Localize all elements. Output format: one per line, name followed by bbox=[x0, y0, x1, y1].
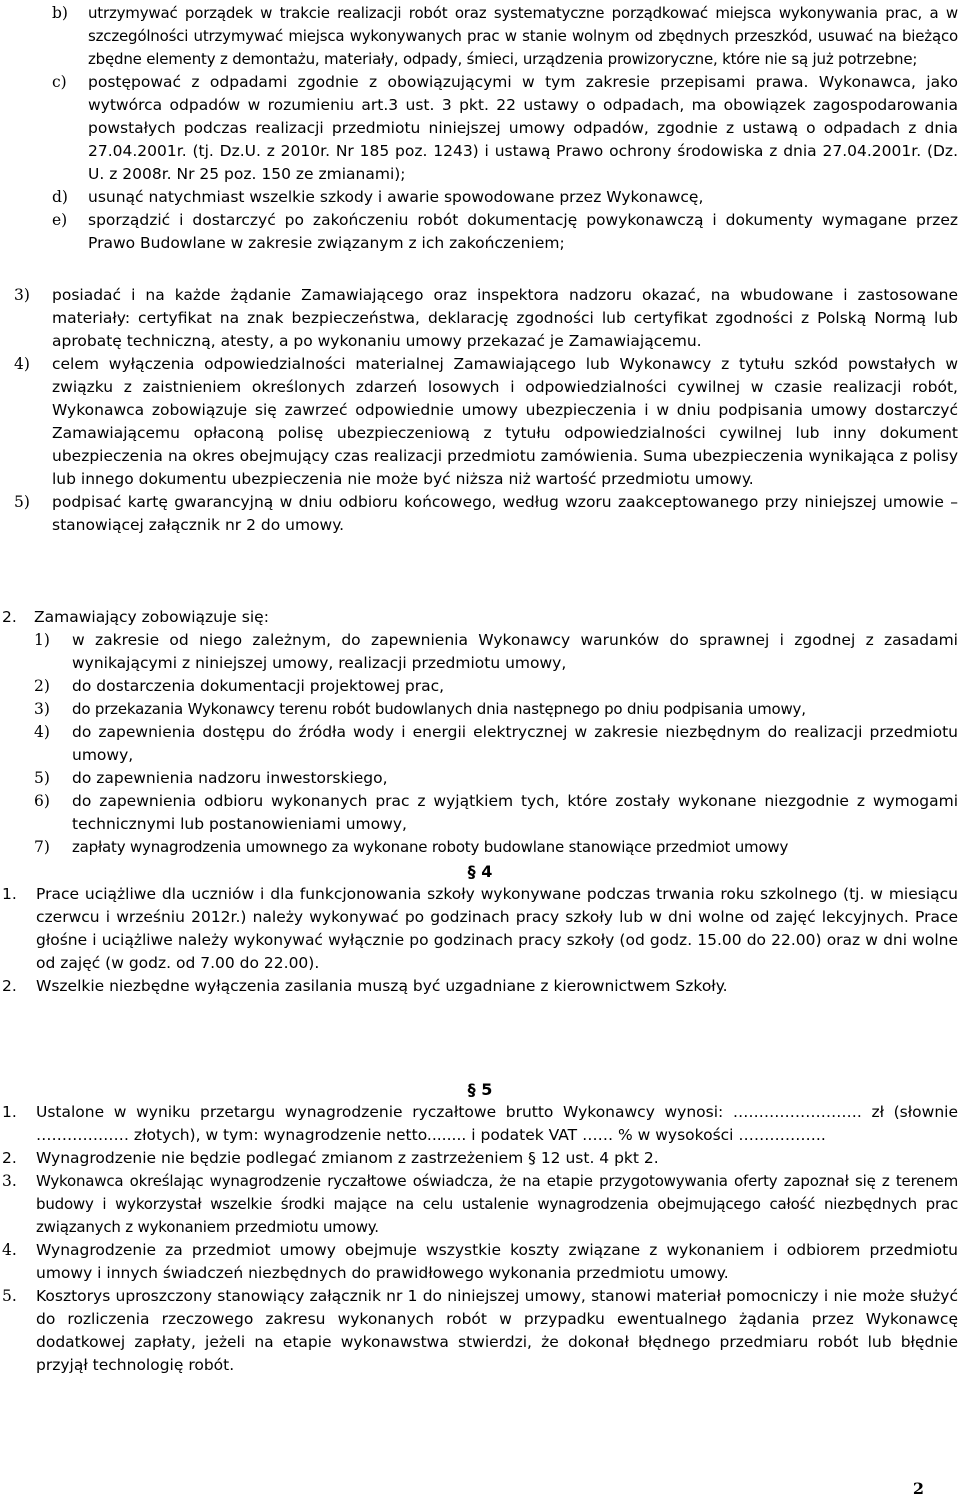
list-item-2-3 bbox=[0, 698, 960, 721]
list-marker: b) bbox=[52, 4, 68, 22]
list-marker: 4) bbox=[34, 723, 50, 741]
list-text: utrzymywać porządek w trakcie realizacji robót oraz systematyczne porządkować miejsca wykonywania prac, a w szczególności utrzymywać miejsca wykonywanych prac w stanie wolnym od zbędnych przeszkód, usuwać na bieżąco zbędne elementy z demontażu, materiały, odpady, śmieci, urządzenia prowizoryczne, które nie są już potrzebne; bbox=[88, 4, 958, 68]
list-item-4-2 bbox=[0, 975, 960, 998]
list-text: podpisać kartę gwarancyjną w dniu odbioru końcowego, według wzoru zaakceptowanego przy niniejszej umowie – stanowiącej załącznik nr 2 do umowy. bbox=[52, 493, 958, 534]
list-marker: 4. bbox=[2, 1241, 17, 1259]
page-number: 2 bbox=[912, 1479, 924, 1498]
list-marker: 7) bbox=[34, 838, 50, 856]
list-text: Kosztorys uproszczony stanowiący załącznik nr 1 do niniejszej umowy, stanowi materiał pomocniczy i nie może służyć do rozliczenia rzeczowego zakresu wykonanych robót w przypadku ewentualnego żądania przez Wykonawcę dodatkowej zapłaty, jeżeli na etapie wykonawstwa stwierdzi, że dokonał błędnego przedmiaru robót lub błędnie przyjął technologię robót. bbox=[36, 1287, 958, 1374]
list-item-2-6 bbox=[0, 790, 960, 836]
list-text: do dostarczenia dokumentacji projektowej prac, bbox=[72, 677, 445, 695]
list-marker: c) bbox=[52, 73, 67, 91]
list-text: Ustalone w wyniku przetargu wynagrodzenie ryczałtowe brutto Wykonawcy wynosi: ……………………. zł (słownie ……………… złotych), w tym: wynagrodzenie netto........ i podatek VAT …… % w wysokości …………….. bbox=[36, 1103, 958, 1144]
list-item-2-4 bbox=[0, 721, 960, 767]
list-text: do zapewnienia nadzoru inwestorskiego, bbox=[72, 769, 388, 787]
section-4 bbox=[0, 860, 960, 998]
list-text: Wszelkie niezbędne wyłączenia zasilania muszą być uzgadniane z kierownictwem Szkoły. bbox=[36, 977, 728, 995]
list-text: usunąć natychmiast wszelkie szkody i awarie spowodowane przez Wykonawcę, bbox=[88, 188, 704, 206]
list-marker: d) bbox=[52, 188, 68, 206]
list-item-5-4 bbox=[0, 1239, 960, 1285]
section-5 bbox=[0, 1078, 960, 1377]
list-item-5-5 bbox=[0, 1285, 960, 1377]
list-item-c bbox=[0, 71, 960, 186]
list-item-5 bbox=[0, 491, 960, 537]
list-item-5-1 bbox=[0, 1101, 960, 1147]
section-2 bbox=[0, 606, 960, 859]
list-marker: 5) bbox=[34, 769, 50, 787]
section-2-intro bbox=[0, 606, 960, 629]
list-text: postępować z odpadami zgodnie z obowiązującymi w tym zakresie przepisami prawa. Wykonawca, jako wytwórca odpadów w rozumieniu art.3 ust. 3 pkt. 22 ustawy o odpadach, ma obowiązek zagospodarowania powstałych podczas realizacji przedmiotu niniejszej umowy odpadów, zgodnie z ustawą o odpadach z dnia 27.04.2001r. (tj. Dz.U. z 2010r. Nr 185 poz. 1243) i ustawą Prawo ochrony środowiska z dnia 27.04.2001r. (Dz. U. z 2008r. Nr 25 poz. 150 ze zmianami); bbox=[88, 73, 958, 183]
section-2-intro-text: Zamawiający zobowiązuje się: bbox=[34, 608, 269, 626]
list-item-3 bbox=[0, 284, 960, 353]
list-marker: 5) bbox=[14, 493, 30, 511]
list-marker: 2. bbox=[2, 977, 17, 995]
list-marker: 2. bbox=[2, 608, 17, 626]
list-text: Wykonawca określając wynagrodzenie ryczałtowe oświadcza, że na etapie przygotowywania oferty zapoznał się z terenem budowy i wykorzystał wszelkie środki mające na celu ustalenie wynagrodzenia obejmującego całość niezbędnych prac związanych z wykonaniem przedmiotu umowy. bbox=[36, 1172, 958, 1236]
list-marker: 3) bbox=[34, 700, 50, 718]
list-marker: 6) bbox=[34, 792, 50, 810]
list-item-2-5 bbox=[0, 767, 960, 790]
list-text: Wynagrodzenie za przedmiot umowy obejmuje wszystkie koszty związane z wykonaniem i odbiorem przedmiotu umowy i innych świadczeń niezbędnych do prawidłowego wykonania przedmiotu umowy. bbox=[36, 1241, 958, 1282]
list-text: Prace uciążliwe dla uczniów i dla funkcjonowania szkoły wykonywane podczas trwania roku szkolnego (tj. w miesiącu czerwcu i wrześniu 2012r.) należy wykonywać po godzinach pracy szkoły lub w dni wolne od zajęć lekcyjnych. Prace głośne i uciążliwe należy wykonywać wyłącznie po godzinach pracy szkoły (od godz. 15.00 do 22.00) oraz w dni wolne od zajęć (w godz. od 7.00 do 22.00). bbox=[36, 885, 958, 972]
list-marker: 3. bbox=[2, 1172, 17, 1190]
list-text: w zakresie od niego zależnym, do zapewnienia Wykonawcy warunków do sprawnej i zgodnej z zasadami wynikającymi z niniejszej umowy, realizacji przedmiotu umowy, bbox=[72, 631, 958, 672]
list-marker: 5. bbox=[2, 1287, 17, 1305]
list-item-2-2 bbox=[0, 675, 960, 698]
list-text: do przekazania Wykonawcy terenu robót budowlanych dnia następnego po dniu podpisania umowy, bbox=[72, 700, 806, 718]
list-item-2-1 bbox=[0, 629, 960, 675]
list-marker: 3) bbox=[14, 286, 30, 304]
list-text: zapłaty wynagrodzenia umownego za wykonane roboty budowlane stanowiące przedmiot umowy bbox=[72, 838, 789, 856]
list-text: posiadać i na każde żądanie Zamawiającego oraz inspektora nadzoru okazać, na wbudowane i zastosowane materiały: certyfikat na znak bezpieczeństwa, deklarację zgodności lub certyfikat zgodności z Polską Normą lub aprobatę techniczną, atesty, a po wykonaniu umowy przekazać je Zamawiającemu. bbox=[52, 286, 958, 350]
list-text: sporządzić i dostarczyć po zakończeniu robót dokumentację powykonawczą i dokumenty wymagane przez Prawo Budowlane w zakresie związanym z ich zakończeniem; bbox=[88, 211, 958, 252]
section-heading: § 4 bbox=[467, 862, 493, 881]
list-marker: 2) bbox=[34, 677, 50, 695]
list-item-b bbox=[0, 2, 960, 71]
list-marker: 1) bbox=[34, 631, 50, 649]
list-item-5-2 bbox=[0, 1147, 960, 1170]
list-marker: e) bbox=[52, 211, 68, 229]
list-item-4 bbox=[0, 353, 960, 491]
letter-items bbox=[0, 2, 960, 255]
list-marker: 4) bbox=[14, 355, 30, 373]
list-item-4-1 bbox=[0, 883, 960, 975]
numbered-items bbox=[0, 284, 960, 537]
list-text: do zapewnienia odbioru wykonanych prac z wyjątkiem tych, które zostały wykonane niezgodnie z wymogami technicznymi lub postanowieniami umowy, bbox=[72, 792, 958, 833]
list-marker: 1. bbox=[2, 1103, 17, 1121]
list-item-d bbox=[0, 186, 960, 209]
section-heading: § 5 bbox=[467, 1080, 493, 1099]
list-marker: 1. bbox=[2, 885, 17, 903]
list-item-e bbox=[0, 209, 960, 255]
list-marker: 2. bbox=[2, 1149, 17, 1167]
list-item-2-7 bbox=[0, 836, 960, 859]
list-text: celem wyłączenia odpowiedzialności materialnej Zamawiającego lub Wykonawcy z tytułu szkód powstałych w związku z zaistnieniem określonych zdarzeń losowych i odpowiedzialności cywilnej w czasie realizacji robót, Wykonawca zobowiązuje się zawrzeć odpowiednie umowy ubezpieczenia i w dniu podpisania umowy dostarczyć Zamawiającemu opłaconą polisę ubezpieczeniową z tytułu odpowiedzialności cywilnej lub inny dokument ubezpieczenia na okres obejmujący czas realizacji przedmiotu zamówienia. Suma ubezpieczenia wynikająca z polisy lub innego dokumentu ubezpieczenia nie może być niższa niż wartość przedmiotu umowy. bbox=[52, 355, 958, 488]
list-item-5-3 bbox=[0, 1170, 960, 1239]
list-text: Wynagrodzenie nie będzie podlegać zmianom z zastrzeżeniem § 12 ust. 4 pkt 2. bbox=[36, 1149, 659, 1167]
list-text: do zapewnienia dostępu do źródła wody i energii elektrycznej w zakresie niezbędnym do realizacji przedmiotu umowy, bbox=[72, 723, 958, 764]
